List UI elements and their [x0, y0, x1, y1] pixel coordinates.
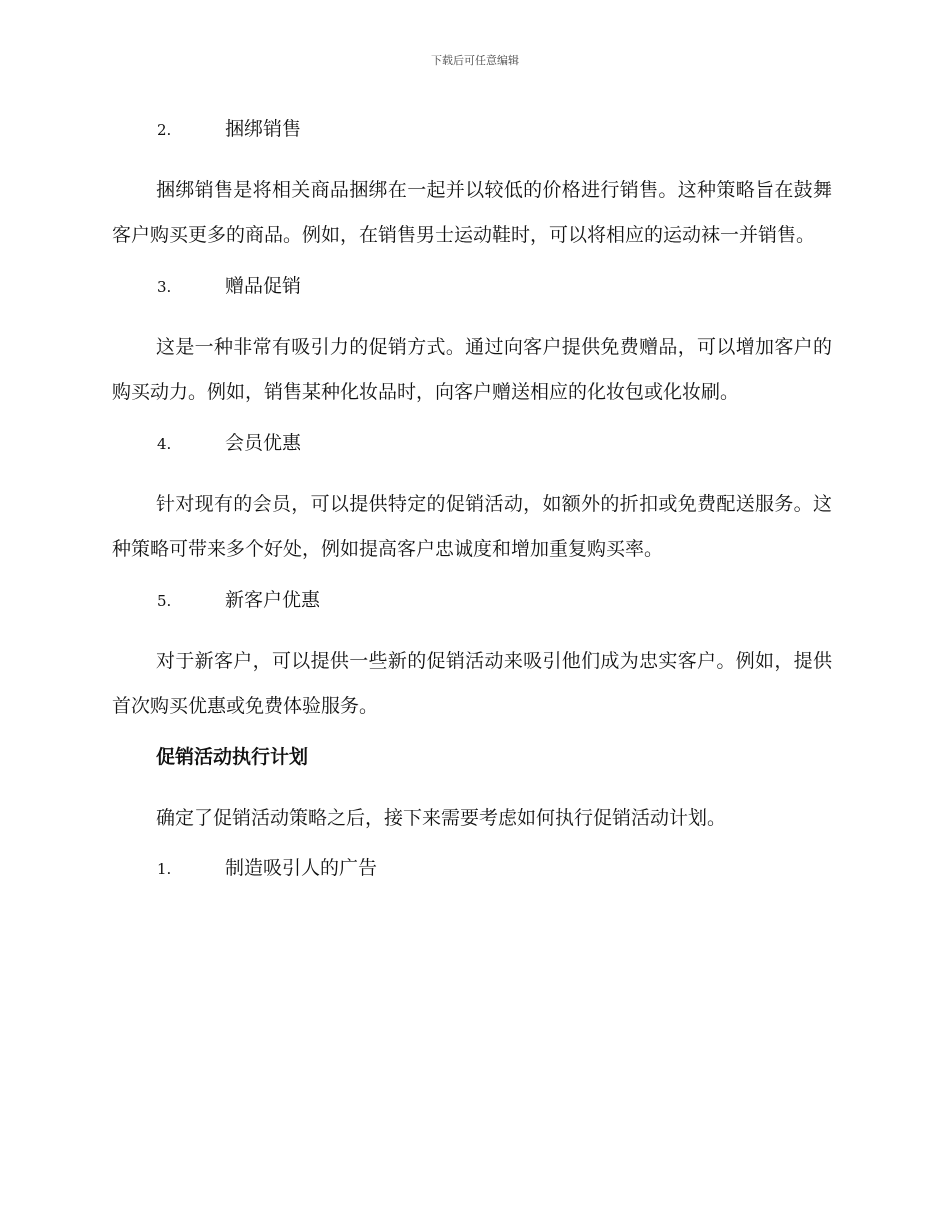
list-heading-ad-creation	[157, 851, 832, 885]
list-title: 捆绑销售	[225, 118, 302, 140]
page-header: 下载后可任意编辑	[431, 54, 519, 67]
document-body	[112, 112, 832, 907]
list-number: 2.	[157, 121, 172, 139]
list-number: 3.	[157, 278, 172, 296]
list-number: 5.	[157, 592, 172, 610]
list-number: 1.	[157, 859, 172, 878]
list-heading-gift-promotion	[157, 269, 832, 303]
list-number: 4.	[157, 435, 172, 453]
list-title: 制造吸引人的广告	[225, 856, 378, 879]
list-heading-member-discount	[157, 426, 832, 460]
list-heading-bundle-sales	[157, 112, 832, 146]
section-title: 促销活动执行计划	[156, 746, 309, 768]
list-heading-new-customer-discount	[157, 583, 832, 617]
paragraph-member-discount: 针对现有的会员，可以提供特定的促销活动，如额外的折扣或免费配送服务。这种策略可带来多个好处，例如提高客户忠诚度和增加重复购买率。	[112, 493, 832, 560]
list-title: 新客户优惠	[225, 589, 321, 611]
paragraph-gift-promotion: 这是一种非常有吸引力的促销方式。通过向客户提供免费赠品，可以增加客户的购买动力。例如，销售某种化妆品时，向客户赠送相应的化妆包或化妆刷。	[112, 336, 832, 403]
list-title: 赠品促销	[225, 275, 302, 297]
paragraph-new-customer-discount: 对于新客户，可以提供一些新的促销活动来吸引他们成为忠实客户。例如，提供首次购买优惠或免费体验服务。	[112, 650, 832, 717]
list-title: 会员优惠	[225, 432, 302, 454]
paragraph-bundle-sales: 捆绑销售是将相关商品捆绑在一起并以较低的价格进行销售。这种策略旨在鼓舞客户购买更多的商品。例如，在销售男士运动鞋时，可以将相应的运动袜一并销售。	[112, 179, 832, 246]
section-intro-paragraph: 确定了促销活动策略之后，接下来需要考虑如何执行促销活动计划。	[156, 807, 727, 829]
